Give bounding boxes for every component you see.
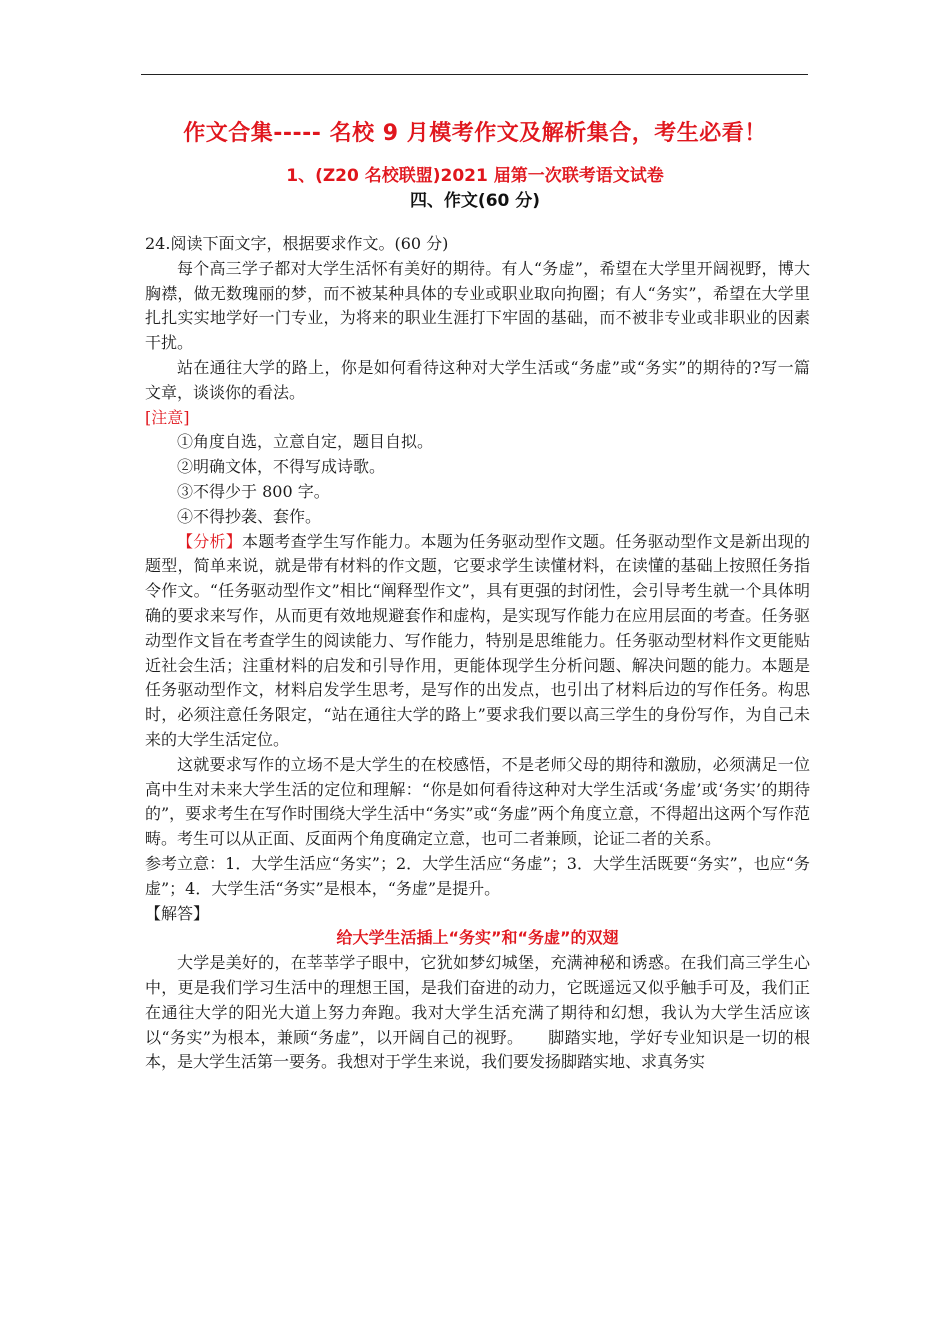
exam-source-title: 1、(Z20 名校联盟)2021 届第一次联考语文试卷 xyxy=(286,166,664,186)
rule-item: ④不得抄袭、套作。 xyxy=(177,506,322,526)
essay-title: 给大学生活插上“务实”和“务虚”的双翅 xyxy=(336,928,619,948)
analysis-text-1: 本题考查学生写作能力。本题为任务驱动型作文题。任务驱动型作文是新出现的题型，简单来说，就是带有材料的作文题，它要求学生读懂材料，在读懂的基础上按照任务指令作文。“任务驱动型作文”相比“阐释型作文”，具有更强的封闭性，会引导考生就一个具体明确的要求来写作，从而更有效地规避套作和虚构，是实现写作能力在应用层面的考查。任务驱动型作文旨在考查学生的阅读能力、写作能力，特别是思维能力。任务驱动型材料作文更能贴近社会生活；注重材料的启发和引导作用，更能体现学生分析问题、解决问题的能力。本题是任务驱动型作文，材料启发学生思考，是写作的出发点，也引出了材料后边的写作任务。构思时，必须注意任务限定，“站在通往大学的路上”要求我们要以高三学生的身份写作，为自己未来的大学生活定位。 xyxy=(145,531,810,749)
material-paragraph-2: 站在通往大学的路上，你是如何看待这种对大学生活或“务虚”或“务实”的期待的?写一篇文章，谈谈你的看法。 xyxy=(145,357,810,402)
answer-label: 【解答】 xyxy=(145,903,210,923)
analysis-paragraph-2: 这就要求写作的立场不是大学生的在校感悟，不是老师父母的期待和激励，必须满足一位高中生对未来大学生活的定位和理解：“你是如何看待这种对大学生活或‘务虚’或‘务实’的期待的”，要求考生在写作时围绕大学生活中“务实”或“务虚”两个角度立意，不得超出这两个写作范畴。考生可以从正面、反面两个角度确定立意，也可二者兼顾，论证二者的关系。 xyxy=(145,754,810,849)
question-prompt: 24.阅读下面文字，根据要求作文。(60 分) xyxy=(145,234,449,253)
collection-title: 作文合集----- 名校 9 月模考作文及解析集合，考生必看！ xyxy=(183,121,767,146)
section-title: 四、作文(60 分) xyxy=(409,191,541,211)
document-body xyxy=(145,232,810,1075)
material-paragraph-1: 每个高三学子都对大学生活怀有美好的期待。有人“务虚”，希望在大学里开阔视野，博大胸襟，做无数瑰丽的梦，而不被某种具体的专业或职业取向拘圈；有人“务实”，希望在大学里扎扎实实地学好一门专业，为将来的职业生涯打下牢固的基础，而不被非专业或非职业的因素干扰。 xyxy=(145,258,810,353)
rule-item: ②明确文体，不得写成诗歌。 xyxy=(177,457,386,477)
header-divider xyxy=(141,74,808,75)
analysis-label: 【分析】 xyxy=(177,531,242,551)
analysis-paragraph-1 xyxy=(145,530,810,753)
notice-label: [注意] xyxy=(145,407,190,427)
reference-ideas: 参考立意：1．大学生活应“务实”；2．大学生活应“务虚”；3．大学生活既要“务实”，也应“务虚”；4．大学生活“务实”是根本，“务虚”是提升。 xyxy=(145,853,810,898)
rule-item: ①角度自选，立意自定，题目自拟。 xyxy=(177,432,434,452)
essay-paragraph-1: 大学是美好的，在莘莘学子眼中，它犹如梦幻城堡，充满神秘和诱惑。在我们高三学生心中，更是我们学习生活中的理想王国，是我们奋进的动力，它既遥远又似乎触手可及，我们正在通往大学的阳光大道上努力奔跑。我对大学生活充满了期待和幻想，我认为大学生活应该以“务实”为根本，兼顾“务虚”，以开阔自己的视野。 脚踏实地，学好专业知识是一切的根本，是大学生活第一要务。我想对于学生来说，我们要发扬脚踏实地、求真务实 xyxy=(145,953,810,1072)
rule-item: ③不得少于 800 字。 xyxy=(177,481,330,501)
